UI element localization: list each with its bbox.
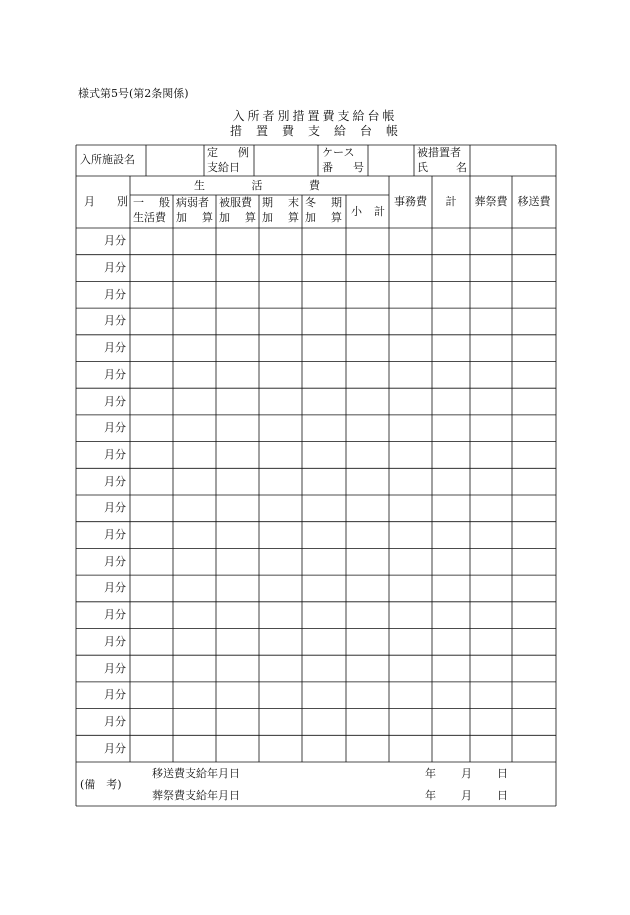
month-row-label: 月分 xyxy=(104,608,126,622)
living-cost-header-part: 活 xyxy=(251,179,263,192)
sick-header-2-part: 算 xyxy=(202,211,213,224)
transport-date-day: 日 xyxy=(497,767,508,780)
month-row-label: 月分 xyxy=(104,261,126,275)
transport-date-month: 月 xyxy=(461,767,472,780)
month-row-label: 月分 xyxy=(104,287,126,301)
month-row-label: 月分 xyxy=(104,474,126,488)
term-end-header-1-part: 末 xyxy=(288,196,299,209)
month-row-label: 月分 xyxy=(104,554,126,568)
case-label-2-part: 号 xyxy=(353,161,364,174)
general-header-1-part: 一 xyxy=(133,196,144,209)
subtotal-header-part: 小 xyxy=(351,205,362,218)
sick-header-2-part: 加 xyxy=(176,211,187,224)
case-label-2 xyxy=(322,162,364,174)
month-row-label: 月分 xyxy=(104,714,126,728)
month-row-label: 月分 xyxy=(104,741,126,755)
person-label-2-part: 名 xyxy=(456,161,467,174)
title-char: 支 xyxy=(307,124,322,138)
month-header-1: 月 xyxy=(84,195,95,208)
fixed-payment-label-1 xyxy=(207,147,249,159)
transport-date-label: 移送費支給年月日 xyxy=(152,767,240,780)
general-header-2: 生活費 xyxy=(133,211,166,224)
month-header-2: 別 xyxy=(117,195,128,208)
month-row-label: 月分 xyxy=(104,234,126,248)
winter-header-2 xyxy=(305,212,342,224)
clothing-header-1: 被服費 xyxy=(219,196,252,209)
month-row-label: 月分 xyxy=(104,501,126,515)
month-row-label: 月分 xyxy=(104,367,126,381)
month-row-label: 月分 xyxy=(104,688,126,702)
winter-header-2-part: 加 xyxy=(305,211,316,224)
term-end-header-1 xyxy=(262,197,299,209)
title-char: 給 xyxy=(334,124,349,138)
title-char: 置 xyxy=(255,124,270,138)
month-row-label: 月分 xyxy=(104,314,126,328)
general-header-1 xyxy=(133,197,170,209)
funeral-cost-header: 葬祭費 xyxy=(474,195,508,208)
clothing-header-2-part: 加 xyxy=(219,211,230,224)
case-label-1: ケース xyxy=(322,146,355,159)
winter-header-1 xyxy=(305,197,342,209)
month-row-label: 月分 xyxy=(104,341,126,355)
winter-header-2-part: 算 xyxy=(331,211,342,224)
month-row-label: 月分 xyxy=(104,394,126,408)
living-cost-header xyxy=(194,180,320,192)
transport-cost-header: 移送費 xyxy=(517,195,551,208)
subtotal-header-part: 計 xyxy=(374,205,385,218)
funeral-date-label: 葬祭費支給年月日 xyxy=(152,789,240,802)
funeral-date-year: 年 xyxy=(425,789,436,802)
subtotal-header xyxy=(351,206,385,218)
winter-header-1-part: 期 xyxy=(331,196,342,209)
sick-header-1: 病弱者 xyxy=(176,196,209,209)
term-end-header-2 xyxy=(262,212,299,224)
general-header-1-part: 般 xyxy=(159,196,170,209)
funeral-date-month: 月 xyxy=(461,789,472,802)
facility-name-label: 入所施設名 xyxy=(80,153,135,166)
person-label-2 xyxy=(417,162,467,174)
month-row-label: 月分 xyxy=(104,421,126,435)
case-label-2-part: 番 xyxy=(322,161,333,174)
clothing-header-2 xyxy=(219,212,256,224)
clothing-header-2-part: 算 xyxy=(245,211,256,224)
winter-header-1-part: 冬 xyxy=(305,196,316,209)
title-line-1: 入所者別措置費支給台帳 xyxy=(232,109,398,123)
month-row-label: 月分 xyxy=(104,447,126,461)
term-end-header-1-part: 期 xyxy=(262,196,273,209)
title-char: 費 xyxy=(281,124,296,138)
month-row-label: 月分 xyxy=(104,634,126,648)
living-cost-header-part: 生 xyxy=(194,179,205,192)
person-label-2-part: 氏 xyxy=(417,161,428,174)
transport-date-year: 年 xyxy=(425,767,436,780)
living-cost-header-part: 費 xyxy=(309,179,320,192)
fixed-payment-label-1-part: 定 xyxy=(207,146,218,159)
title-char: 帳 xyxy=(386,124,401,138)
month-row-label: 月分 xyxy=(104,661,126,675)
term-end-header-2-part: 算 xyxy=(288,211,299,224)
person-label-1: 被措置者 xyxy=(417,146,461,159)
month-row-label: 月分 xyxy=(104,528,126,542)
total-header: 計 xyxy=(445,195,457,208)
funeral-date-day: 日 xyxy=(497,789,508,802)
title-char: 台 xyxy=(360,124,375,138)
term-end-header-2-part: 加 xyxy=(262,211,273,224)
office-cost-header: 事務費 xyxy=(394,195,427,208)
fixed-payment-label-2: 支給日 xyxy=(207,161,240,174)
remarks-label: (備 考) xyxy=(80,778,122,791)
month-row-label: 月分 xyxy=(104,581,126,595)
title-char: 措 xyxy=(229,124,244,138)
form-label: 様式第5号(第2条関係) xyxy=(78,87,189,100)
sick-header-2 xyxy=(176,212,213,224)
fixed-payment-label-1-part: 例 xyxy=(238,146,249,159)
